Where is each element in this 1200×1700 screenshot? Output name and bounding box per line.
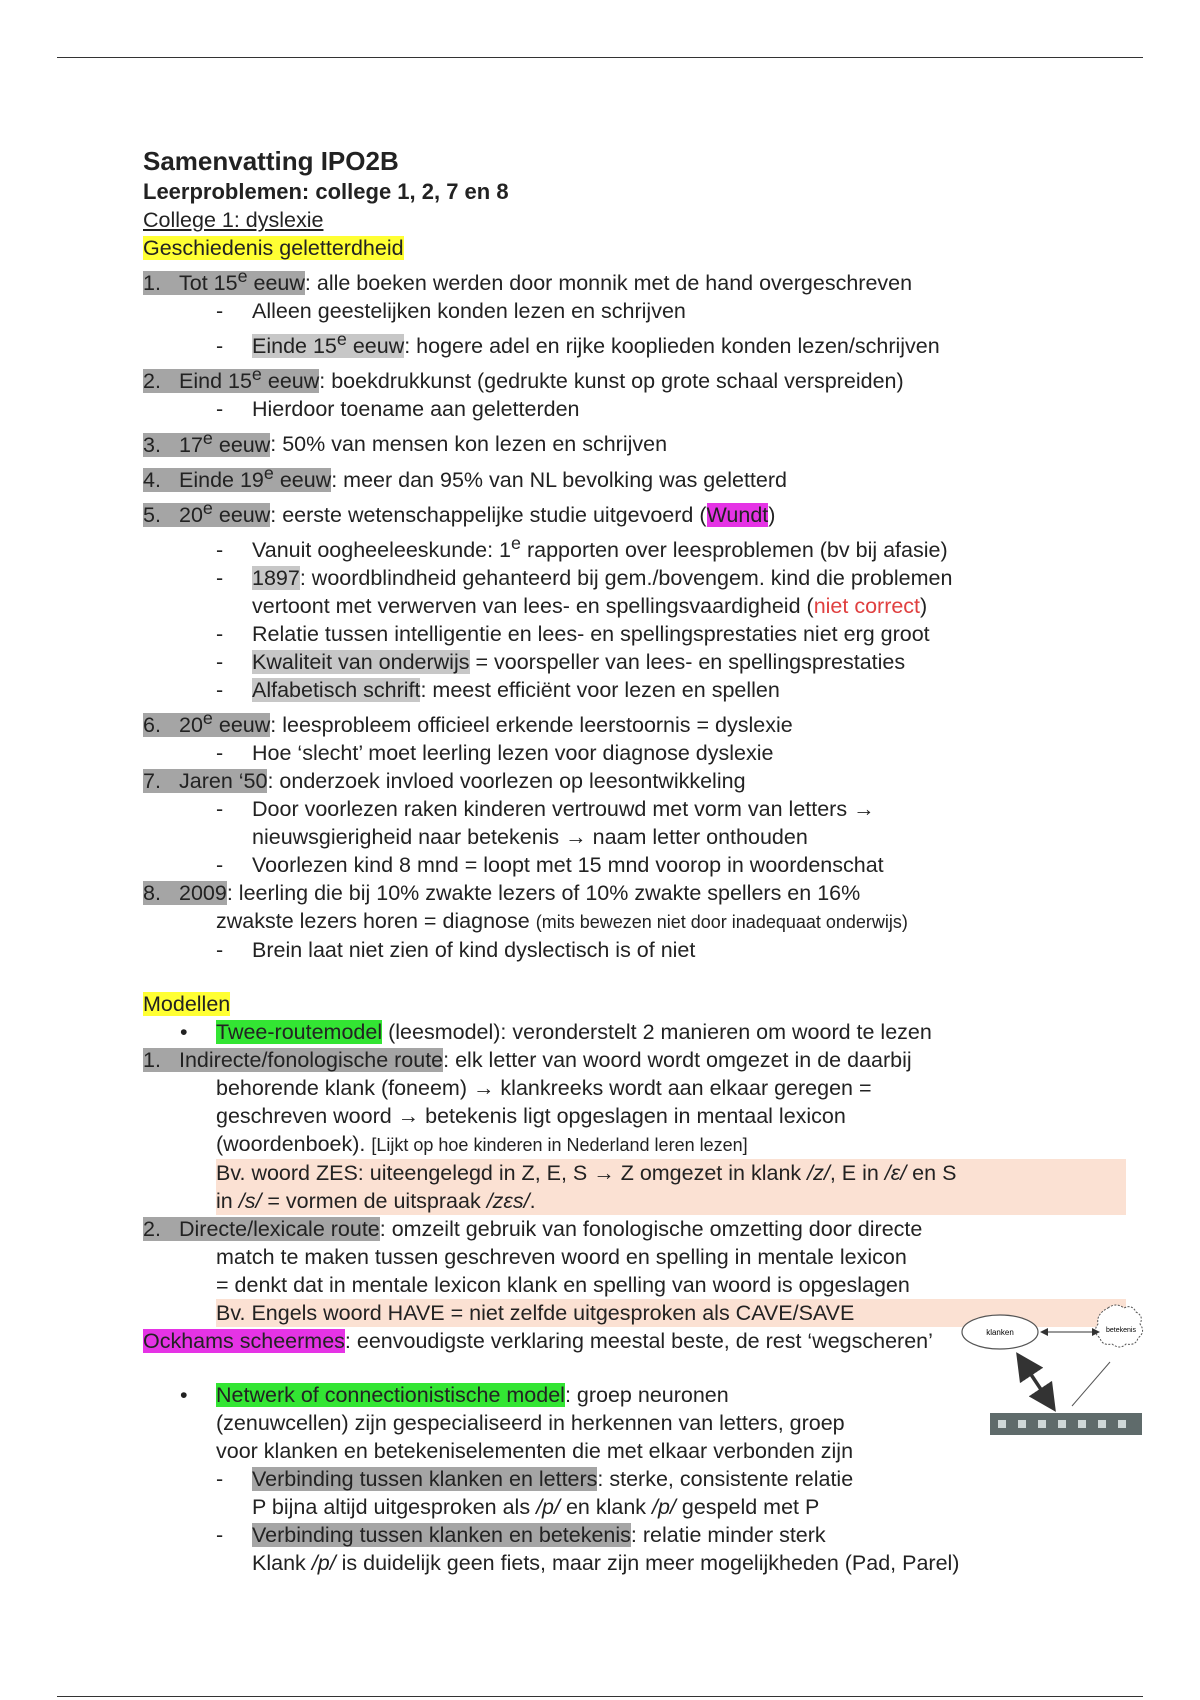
betekenis-label: betekenis (1106, 1327, 1136, 1334)
list-item-continuation: behorende klank (foneem) → klankreeks wordt aan elkaar geregen = (216, 1076, 872, 1101)
list-item-continuation: Klank /p/ is duidelijk geen fiets, maar zijn meer mogelijkheden (Pad, Parel) (252, 1551, 960, 1576)
list-item: - Door voorlezen raken kinderen vertrouwd met vorm van letters → (216, 797, 875, 822)
list-item: - Kwaliteit van onderwijs = voorspeller van lees- en spellingsprestaties (216, 650, 906, 675)
letter-cell (1058, 1420, 1066, 1428)
list-item: - Verbinding tussen klanken en letters: sterke, consistente relatie (216, 1467, 854, 1492)
list-item-continuation: vertoont met verwerven van lees- en spellingsvaardigheid (niet correct) (252, 594, 928, 619)
top-rule (57, 57, 1143, 58)
letter-cell (998, 1420, 1006, 1428)
college-heading: College 1: dyslexie (143, 208, 324, 232)
list-item-continuation: = denkt dat in mentale lexicon klank en spelling van woord is opgeslagen (216, 1273, 910, 1298)
ockham-line: Ockhams scheermes: eenvoudigste verklaring meestal beste, de rest ‘wegscheren’ (143, 1329, 933, 1354)
page-title: Samenvatting IPO2B (143, 146, 399, 176)
list-item: 2. Eind 15e eeuw: boekdrukkunst (gedrukte kunst op grote schaal verspreiden) (143, 364, 904, 394)
list-item: 5. 20e eeuw: eerste wetenschappelijke studie uitgevoerd (Wundt) (143, 497, 776, 527)
list-item: 2. Directe/lexicale route: omzeilt gebruik van fonologische omzetting door directe (143, 1217, 923, 1242)
section-heading-modellen: Modellen (143, 992, 231, 1017)
list-item: 1. Tot 15e eeuw: alle boeken werden door monnik met de hand overgeschreven (143, 266, 913, 296)
bottom-rule (57, 1696, 1143, 1697)
list-item: - Voorlezen kind 8 mnd = loopt met 15 mnd voorop in woordenschat (216, 853, 884, 878)
list-item-continuation: zwakste lezers horen = diagnose (mits bewezen niet door inadequaat onderwijs) (216, 909, 908, 934)
list-item: 4. Einde 19e eeuw: meer dan 95% van NL bevolking was geletterd (143, 462, 787, 492)
letter-cell (1078, 1420, 1086, 1428)
letter-cell (1098, 1420, 1106, 1428)
letter-cell (1038, 1420, 1046, 1428)
section-heading-geschiedenis: Geschiedenis geletterdheid (143, 236, 404, 260)
list-item: • Netwerk of connectionistische model: groep neuronen (180, 1383, 729, 1408)
list-item: 6. 20e eeuw: leesprobleem officieel erkende leerstoornis = dyslexie (143, 708, 793, 738)
list-item: • Twee-routemodel (leesmodel): veronderstelt 2 manieren om woord te lezen (180, 1020, 932, 1045)
list-item: 1. Indirecte/fonologische route: elk letter van woord wordt omgezet in de daarbij (143, 1048, 912, 1073)
list-item: - Hierdoor toename aan geletterden (216, 397, 580, 422)
list-item-continuation: geschreven woord → betekenis ligt opgeslagen in mentaal lexicon (216, 1104, 846, 1129)
list-item-continuation: voor klanken en betekeniselementen die met elkaar verbonden zijn (216, 1439, 854, 1464)
letter-cell (1118, 1420, 1126, 1428)
list-item: - Alleen geestelijken konden lezen en schrijven (216, 299, 686, 324)
list-item-continuation: P bijna altijd uitgesproken als /p/ en klank /p/ gespeld met P (252, 1495, 820, 1520)
page-subtitle: Leerproblemen: college 1, 2, 7 en 8 (143, 179, 509, 204)
list-item: - Brein laat niet zien of kind dyslectisch is of niet (216, 938, 696, 963)
list-item-continuation: match te maken tussen geschreven woord en spelling in mentale lexicon (216, 1245, 907, 1270)
list-item-continuation: (woordenboek). [Lijkt op hoe kinderen in Nederland leren lezen] (216, 1132, 748, 1157)
list-item: 3. 17e eeuw: 50% van mensen kon lezen en schrijven (143, 427, 668, 457)
list-item: 8. 2009: leerling die bij 10% zwakte lezers of 10% zwakte spellers en 16% (143, 881, 861, 906)
example-block: Bv. Engels woord HAVE = niet zelfde uitgesproken als CAVE/SAVE (143, 1299, 1126, 1327)
betekenis-letters-line (1072, 1362, 1110, 1406)
list-item: - 1897: woordblindheid gehanteerd bij gem./bovengem. kind die problemen (216, 566, 953, 591)
list-item-continuation: (zenuwcellen) zijn gespecialiseerd in herkennen van letters, groep (216, 1411, 845, 1436)
letter-cell (1018, 1420, 1026, 1428)
klanken-label: klanken (986, 1328, 1014, 1337)
list-item: - Vanuit oogheeleeskunde: 1e rapporten over leesproblemen (bv bij afasie) (216, 532, 948, 563)
list-item: - Einde 15e eeuw: hogere adel en rijke kooplieden konden lezen/schrijven (216, 329, 940, 359)
example-block: Bv. woord ZES: uiteengelegd in Z, E, S → Z omgezet in klank /z/, E in /ɛ/ en S in /s/ = vormen de uitspraak /zɛs/. (143, 1159, 1126, 1215)
list-item-continuation: nieuwsgierigheid naar betekenis → naam letter onthouden (252, 825, 808, 850)
list-item: 7. Jaren ‘50: onderzoek invloed voorlezen op leesontwikkeling (143, 769, 746, 794)
list-item: - Verbinding tussen klanken en betekenis: relatie minder sterk (216, 1523, 826, 1548)
network-diagram (960, 1300, 1145, 1435)
klanken-letters-arrow (1020, 1358, 1052, 1406)
list-item: - Alfabetisch schrift: meest efficiënt voor lezen en spellen (216, 678, 780, 703)
list-item: - Relatie tussen intelligentie en lees- en spellingsprestaties niet erg groot (216, 622, 930, 647)
betekenis-node (1095, 1305, 1142, 1347)
list-item: - Hoe ‘slecht’ moet leerling lezen voor diagnose dyslexie (216, 741, 774, 766)
